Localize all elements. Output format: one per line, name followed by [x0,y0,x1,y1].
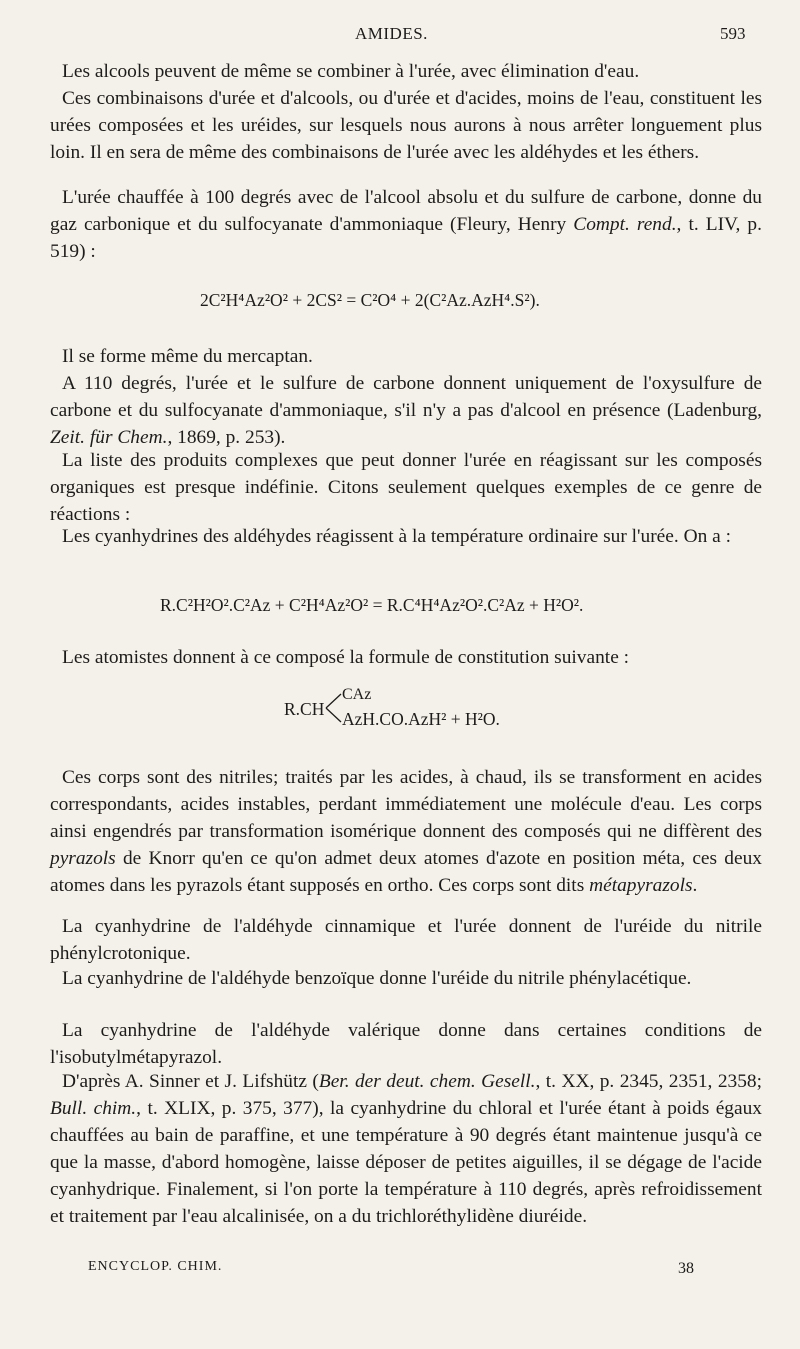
footer-signature: ENCYCLOP. CHIM. [88,1259,223,1274]
running-title: AMIDES. [355,24,428,43]
formula-3-top: CAz [342,686,372,703]
paragraph-10: La cyanhydrine de l'aldéhyde cinnamique et l'urée donnent de l'uréide du nitrile phénylcrotonique. [50,916,762,965]
paragraph-11: La cyanhydrine de l'aldéhyde benzoïque donne l'uréide du nitrile phénylacétique. [62,968,692,989]
page-number: 593 [720,24,746,43]
formula-1: 2C²H⁴Az²O² + 2CS² = C²O⁴ + 2(C²Az.AzH⁴.S²). [200,290,540,310]
paragraph-12: La cyanhydrine de l'aldéhyde valérique donne dans certaines conditions de l'isobutylmétapyrazol. [50,1020,762,1069]
paragraph-8: Les atomistes donnent à ce composé la formule de constitution suivante : [62,647,630,668]
paragraph-4: Il se forme même du mercaptan. [62,346,313,367]
journal-ref: Bull. chim. [50,1098,137,1120]
paragraph-7: Les cyanhydrines des aldéhydes réagissent à la température ordinaire sur l'urée. On a : [62,526,731,547]
journal-ref: Zeit. für Chem. [50,427,168,449]
paragraph-5: A 110 degrés, l'urée et le sulfure de carbone donnent uniquement de l'oxysulfure de carbone et du sulfocyanate d'ammoniaque, s'il n'y a pas d'alcool en présence (Ladenburg, Zeit. für Chem., 1869, p. 253). [50,373,762,449]
paragraph-9: Ces corps sont des nitriles; traités par les acides, à chaud, ils se transforment en acides correspondants, acides instables, perdant immédiatement une molécule d'eau. Les corps ainsi engendrés par transformation isomérique donnent des composés qui ne diffèrent des pyrazols de Knorr qu'en ce qu'on admet deux atomes d'azote en position méta, ces deux atomes dans les pyrazols étant supposés en ortho. Ces corps sont dits métapyrazols. [50,767,762,897]
bond-lines [324,690,344,726]
sheet-number: 38 [678,1260,694,1277]
formula-3-root: R.CH [284,699,325,719]
formula-3 [284,686,544,736]
paragraph-1: Les alcools peuvent de même se combiner à l'urée, avec élimination d'eau. [62,61,640,82]
paragraph-13: D'après A. Sinner et J. Lifshütz (Ber. der deut. chem. Gesell., t. XX, p. 2345, 2351, 2358; Bull. chim., t. XLIX, p. 375, 377), la cyanhydrine du chloral et l'urée étant à poids égaux chauffées au bain de paraffine, et une température à 90 degrés étant maintenue jusqu'à ce que la masse, d'abord homogène, laisse déposer de petites aiguilles, il se dégage de l'acide cyanhydrique. Finalement, si l'on porte la température à 110 degrés, après refroidissement et traitement par l'eau alcalinisée, on a du trichloréthylidène diuréide. [50,1071,762,1228]
journal-ref: Ber. der deut. chem. Gesell. [318,1071,536,1092]
formula-2: R.C²H²O².C²Az + C²H⁴Az²O² = R.C⁴H⁴Az²O².C²Az + H²O². [160,595,584,615]
italic-term: pyrazols [50,848,116,870]
paragraph-6: La liste des produits complexes que peut donner l'urée en réagissant sur les composés organiques est presque indéfinie. Citons seulement quelques exemples de ce genre de réactions : [50,450,762,526]
italic-term: métapyrazols [589,875,693,897]
formula-3-bottom: AzH.CO.AzH² + H²O. [342,709,500,729]
paragraph-2: Ces combinaisons d'urée et d'alcools, ou d'urée et d'acides, moins de l'eau, constituent les urées composées et les uréides, sur lesquels nous aurons à nous arrêter longuement plus loin. Il en sera de même des combinaisons de l'urée avec les aldéhydes et les éthers. [50,88,762,164]
paragraph-3: L'urée chauffée à 100 degrés avec de l'alcool absolu et du sulfure de carbone, donne du gaz carbonique et du sulfocyanate d'ammoniaque (Fleury, Henry Compt. rend., t. LIV, p. 519) : [50,187,762,263]
journal-ref: Compt. rend. [573,214,677,236]
